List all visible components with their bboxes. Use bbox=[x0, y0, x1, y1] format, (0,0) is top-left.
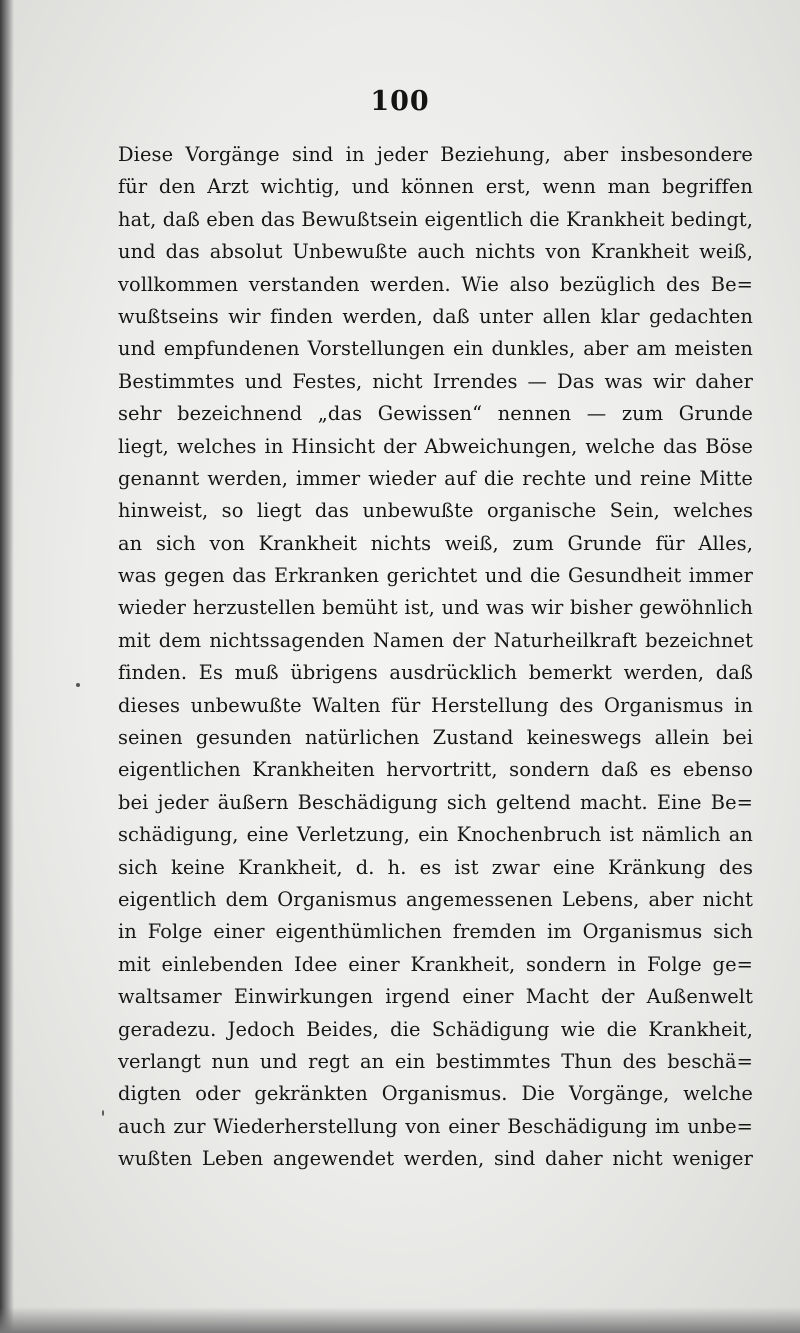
text-line: und das absolut Unbewußte auch nichts von Krankheit weiß, bbox=[118, 240, 753, 264]
ink-speck bbox=[76, 683, 80, 687]
text-line: vollkommen verstanden werden. Wie also bezüglich des Be= bbox=[118, 272, 753, 296]
text-line: verlangt nun und regt an ein bestimmtes Thun des beschä= bbox=[118, 1049, 753, 1073]
text-line: waltsamer Einwirkungen irgend einer Macht der Außenwelt bbox=[118, 985, 753, 1009]
text-line: finden. Es muß übrigens ausdrücklich bemerkt werden, daß bbox=[118, 661, 753, 685]
text-line: in Folge einer eigenthümlichen fremden im Organismus sich bbox=[118, 920, 753, 944]
text-line: bei jeder äußern Beschädigung sich geltend macht. Eine Be= bbox=[118, 790, 753, 814]
text-line: schädigung, eine Verletzung, ein Knochenbruch ist nämlich an bbox=[118, 823, 753, 847]
ink-speck bbox=[102, 1110, 104, 1116]
text-line: auch zur Wiederherstellung von einer Beschädigung im unbe= bbox=[118, 1114, 753, 1138]
page-number: 100 bbox=[370, 86, 430, 117]
page-bottom-shadow bbox=[0, 1307, 800, 1333]
text-line: eigentlichen Krankheiten hervortritt, sondern daß es ebenso bbox=[118, 758, 753, 782]
text-line: Diese Vorgänge sind in jeder Beziehung, aber insbesondere bbox=[118, 143, 753, 166]
text-line: mit einlebenden Idee einer Krankheit, sondern in Folge ge= bbox=[118, 952, 753, 976]
text-line: seinen gesunden natürlichen Zustand keineswegs allein bei bbox=[118, 726, 753, 750]
text-line: wußtseins wir finden werden, daß unter allen klar gedachten bbox=[118, 304, 753, 328]
body-text bbox=[118, 139, 753, 1176]
text-line: genannt werden, immer wieder auf die rechte und reine Mitte bbox=[118, 466, 753, 490]
text-line: hat, daß eben das Bewußtsein eigentlich die Krankheit bedingt, bbox=[118, 207, 753, 231]
text-line: was gegen das Erkranken gerichtet und die Gesundheit immer bbox=[118, 564, 753, 588]
text-line: liegt, welches in Hinsicht der Abweichungen, welche das Böse bbox=[118, 434, 753, 458]
text-line: wußten Leben angewendet werden, sind daher nicht weniger bbox=[118, 1147, 753, 1171]
text-line: für den Arzt wichtig, und können erst, wenn man begriffen bbox=[118, 175, 753, 199]
text-line: digten oder gekränkten Organismus. Die Vorgänge, welche bbox=[118, 1082, 753, 1106]
text-line: sehr bezeichnend „das Gewissen“ nennen — zum Grunde bbox=[118, 402, 753, 426]
text-line: dieses unbewußte Walten für Herstellung des Organismus in bbox=[118, 693, 753, 717]
text-line: hinweist, so liegt das unbewußte organische Sein, welches bbox=[118, 499, 753, 523]
text-line: mit dem nichtssagenden Namen der Naturheilkraft bezeichnet bbox=[118, 628, 753, 652]
text-line: sich keine Krankheit, d. h. es ist zwar eine Kränkung des bbox=[118, 855, 753, 879]
text-line: eigentlich dem Organismus angemessenen Lebens, aber nicht bbox=[118, 887, 753, 911]
page-binding-shadow bbox=[0, 0, 14, 1333]
text-line: Bestimmtes und Festes, nicht Irrendes — Das was wir daher bbox=[118, 369, 753, 393]
text-line: wieder herzustellen bemüht ist, und was wir bisher gewöhnlich bbox=[118, 596, 753, 620]
text-line: geradezu. Jedoch Beides, die Schädigung wie die Krankheit, bbox=[118, 1017, 753, 1041]
text-line: an sich von Krankheit nichts weiß, zum Grunde für Alles, bbox=[118, 531, 753, 555]
text-line: und empfundenen Vorstellungen ein dunkles, aber am meisten bbox=[118, 337, 753, 361]
